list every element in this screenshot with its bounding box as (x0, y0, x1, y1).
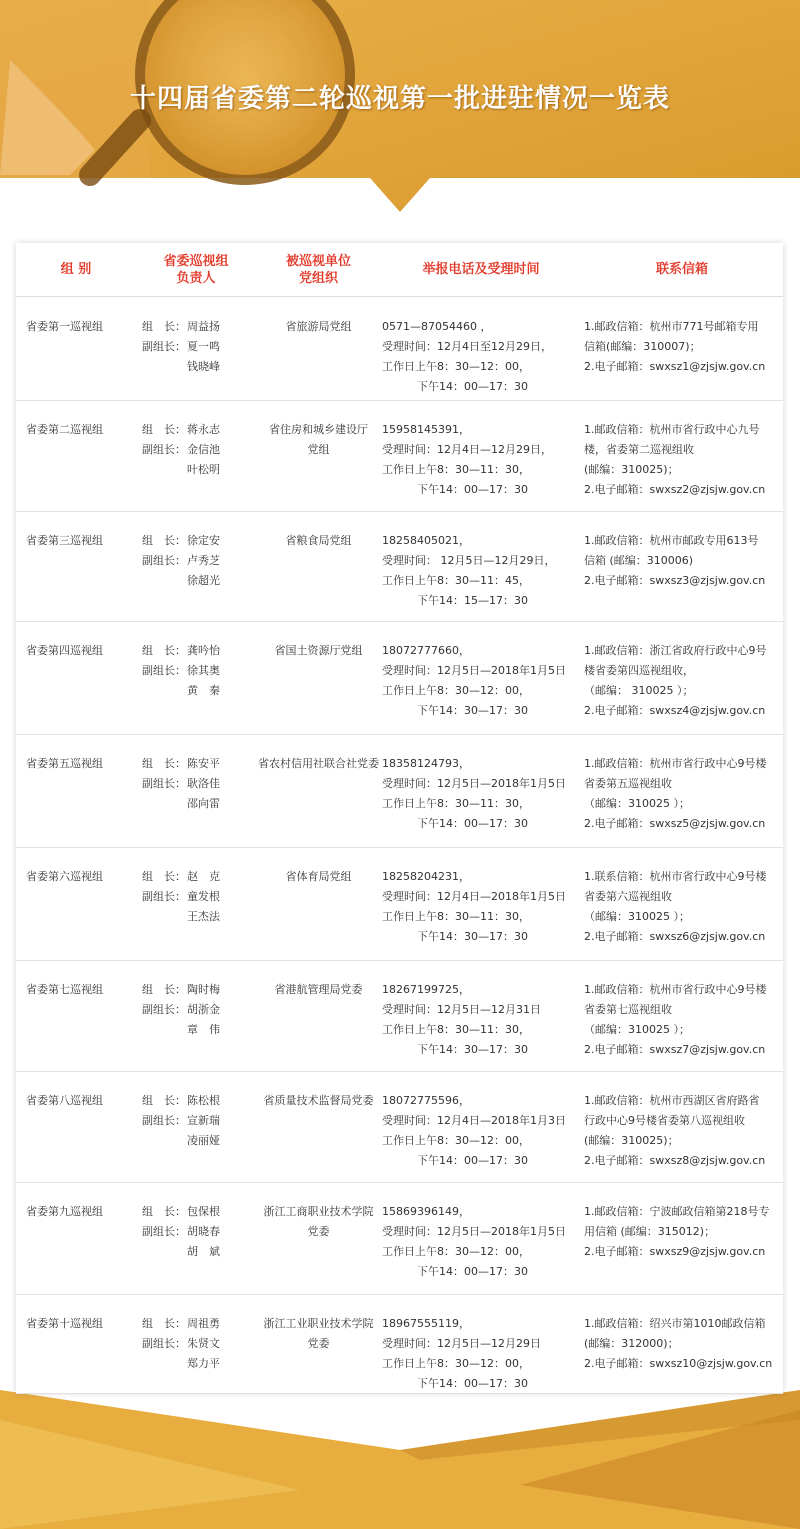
tel-cell (382, 641, 582, 721)
unit-line: 省质量技术监督局党委 (263, 1094, 374, 1107)
tel-line: 工作日上午8：30—12：00， (382, 1245, 530, 1258)
mail-line: 楼省委第四巡视组收， (584, 664, 694, 677)
leader-cell (136, 754, 256, 814)
leader-name: 周祖勇 (187, 1317, 220, 1330)
tel-line: 下午14：00—17：30 (417, 380, 528, 393)
leader-label: 组 长： (142, 320, 186, 333)
leader-label: 组 长： (142, 423, 186, 436)
group-name: 省委第二巡视组 (26, 423, 103, 436)
group-name: 省委第一巡视组 (26, 320, 103, 333)
deputy-name: 凌丽娅 (187, 1134, 220, 1147)
tel-line: 受理时间：12月4日至12月29日， (382, 340, 552, 353)
mail-line: 信箱(邮编：310007)； (584, 340, 701, 353)
tel-line: 下午14：00—17：30 (417, 1265, 528, 1278)
tel-line: 18967555119， (382, 1317, 470, 1330)
mail-cell (584, 420, 784, 500)
mail-cell (584, 1202, 784, 1262)
leader-cell (136, 531, 256, 591)
header-tel: 举报电话及受理时间 (422, 262, 540, 277)
deputy-label: 副组长： (142, 777, 186, 790)
tel-line: 下午14：00—17：30 (417, 483, 528, 496)
mail-cell (584, 317, 784, 377)
group-name: 省委第三巡视组 (26, 534, 103, 547)
tel-line: 下午14：00—17：30 (417, 817, 528, 830)
mail-line: 1.邮政信箱：杭州市省行政中心9号楼 (584, 757, 767, 770)
tel-line: 受理时间：12月4日—2018年1月5日 (382, 890, 566, 903)
unit-cell (256, 980, 381, 1000)
tel-cell (382, 867, 582, 947)
mail-line: 2.电子邮箱：swxsz10@zjsjw.gov.cn (584, 1357, 773, 1370)
table-row (16, 511, 783, 622)
unit-line: 省港航管理局党委 (274, 983, 363, 996)
mail-cell (584, 754, 784, 834)
tel-line: 工作日上午8：30—12：00， (382, 1357, 530, 1370)
tel-line: 受理时间：12月5日—12月31日 (382, 1003, 541, 1016)
mail-line: 2.电子邮箱：swxsz9@zjsjw.gov.cn (584, 1245, 766, 1258)
mail-line: 1.邮政信箱：杭州市771号邮箱专用 (584, 320, 759, 333)
tel-cell (382, 980, 582, 1060)
leader-label: 组 长： (142, 870, 186, 883)
table-row (16, 960, 783, 1072)
tel-line: 下午14：30—17：30 (417, 930, 528, 943)
tel-line: 工作日上午8：30—11：45， (382, 574, 530, 587)
leader-label: 组 长： (142, 983, 186, 996)
unit-cell (256, 317, 381, 337)
header-unit-line1: 被巡视单位 (285, 253, 351, 269)
tel-line: 工作日上午8：30—11：30， (382, 1023, 530, 1036)
unit-cell (256, 1314, 381, 1354)
mail-line: 行政中心9号楼省委第八巡视组收 (584, 1114, 745, 1127)
mail-line: 省委第五巡视组收 (584, 777, 672, 790)
mail-line: (邮编：312000)； (584, 1337, 679, 1350)
unit-line: 浙江工商职业技术学院 (263, 1205, 374, 1218)
mail-line: (邮编：310025)； (584, 463, 679, 476)
mail-line: 1.邮政信箱：浙江省政府行政中心9号 (584, 644, 767, 657)
unit-cell (256, 867, 381, 887)
deputy-name: 邵向雷 (187, 797, 220, 810)
mail-line: 1.邮政信箱：绍兴市第1010邮政信箱 (584, 1317, 766, 1330)
tel-cell (382, 531, 582, 611)
leader-cell (136, 1202, 256, 1262)
deputy-label: 副组长： (142, 1337, 186, 1350)
tel-line: 工作日上午8：30—12：00， (382, 1134, 530, 1147)
deputy-name: 胡晓春 (187, 1225, 220, 1238)
leader-name: 陈松根 (187, 1094, 220, 1107)
unit-cell (256, 1091, 381, 1111)
leader-name: 陈安平 (187, 757, 220, 770)
deputy-name: 夏一鸣 (187, 340, 220, 353)
tel-line: 18072777660， (382, 644, 470, 657)
tel-line: 18358124793， (382, 757, 470, 770)
table-header (16, 243, 783, 297)
tel-cell (382, 420, 582, 500)
mail-line: 2.电子邮箱：swxsz4@zjsjw.gov.cn (584, 704, 766, 717)
tel-line: 0571—87054460 ， (382, 320, 492, 333)
footer-band (0, 1380, 800, 1529)
tel-line: 工作日上午8：30—11：30， (382, 910, 530, 923)
mail-line: 楼，省委第二巡视组收 (584, 443, 694, 456)
leader-label: 组 长： (142, 534, 186, 547)
unit-cell (256, 641, 381, 661)
mail-line: 2.电子邮箱：swxsz1@zjsjw.gov.cn (584, 360, 766, 373)
deputy-name: 金信池 (187, 443, 220, 456)
leader-cell (136, 980, 256, 1040)
mail-line: 1.邮政信箱：杭州市省行政中心9号楼 (584, 983, 767, 996)
mail-line: 2.电子邮箱：swxsz5@zjsjw.gov.cn (584, 817, 766, 830)
leader-name: 周益扬 (187, 320, 220, 333)
unit-line: 省国土资源厅党组 (274, 644, 363, 657)
tel-line: 受理时间：12月5日—12月29日 (382, 1337, 541, 1350)
group-name: 省委第八巡视组 (26, 1094, 103, 1107)
leader-name: 徐定安 (187, 534, 220, 547)
group-name: 省委第十巡视组 (26, 1317, 103, 1330)
mail-line: 2.电子邮箱：swxsz6@zjsjw.gov.cn (584, 930, 766, 943)
leader-cell (136, 420, 256, 480)
mail-line: 2.电子邮箱：swxsz2@zjsjw.gov.cn (584, 483, 766, 496)
unit-cell (256, 754, 381, 774)
deputy-label: 副组长： (142, 1003, 186, 1016)
unit-cell (256, 420, 381, 460)
unit-line: 省粮食局党组 (285, 534, 352, 547)
deputy-label: 副组长： (142, 890, 186, 903)
leader-label: 组 长： (142, 757, 186, 770)
leader-cell (136, 1091, 256, 1151)
table-row (16, 1071, 783, 1183)
tel-cell (382, 1091, 582, 1171)
deputy-name: 宣新瑞 (187, 1114, 220, 1127)
tel-line: 工作日上午8：30—12：00， (382, 684, 530, 697)
group-name: 省委第九巡视组 (26, 1205, 103, 1218)
deputy-label: 副组长： (142, 554, 186, 567)
mail-line: 1.邮政信箱：杭州市省行政中心九号 (584, 423, 760, 436)
leader-label: 组 长： (142, 1205, 186, 1218)
deputy-name: 徐超光 (187, 574, 220, 587)
deputy-name: 郑力平 (187, 1357, 220, 1370)
mail-line: 2.电子邮箱：swxsz3@zjsjw.gov.cn (584, 574, 766, 587)
mail-line: 省委第六巡视组收 (584, 890, 672, 903)
mail-cell (584, 641, 784, 721)
table-row (16, 1182, 783, 1295)
deputy-name: 章 伟 (187, 1023, 220, 1036)
leader-label: 组 长： (142, 644, 186, 657)
unit-cell (256, 1202, 381, 1242)
deputy-name: 徐其奥 (187, 664, 220, 677)
leader-cell (136, 867, 256, 927)
deputy-name: 王杰法 (187, 910, 220, 923)
header-leader-line1: 省委巡视组 (163, 253, 229, 269)
tel-line: 工作日上午8：30—11：30， (382, 797, 530, 810)
unit-line: 党组 (307, 443, 330, 456)
mail-cell (584, 980, 784, 1060)
mail-line: 2.电子邮箱：swxsz8@zjsjw.gov.cn (584, 1154, 766, 1167)
mail-line: （邮编： 310025 ）； (584, 684, 694, 697)
deputy-label: 副组长： (142, 340, 186, 353)
leader-name: 陶时梅 (187, 983, 220, 996)
unit-line: 省住房和城乡建设厅 (269, 423, 368, 436)
mail-cell (584, 1091, 784, 1171)
mail-line: 省委第七巡视组收 (584, 1003, 672, 1016)
tel-line: 受理时间：12月5日—2018年1月5日 (382, 1225, 566, 1238)
tel-line: 下午14：00—17：30 (417, 1154, 528, 1167)
leader-label: 组 长： (142, 1317, 186, 1330)
mail-line: （邮编：310025 ）； (584, 797, 690, 810)
tel-line: 工作日上午8：30—12：00， (382, 360, 530, 373)
leader-name: 包保根 (187, 1205, 220, 1218)
deputy-name: 钱晓峰 (187, 360, 220, 373)
tel-line: 受理时间：12月4日—2018年1月3日 (382, 1114, 566, 1127)
unit-cell (256, 531, 381, 551)
tel-line: 15869396149， (382, 1205, 470, 1218)
table-row (16, 1294, 783, 1394)
group-name: 省委第七巡视组 (26, 983, 103, 996)
group-name: 省委第六巡视组 (26, 870, 103, 883)
tel-line: 下午14：30—17：30 (417, 1043, 528, 1056)
mail-line: 1.邮政信箱：杭州市西湖区省府路省 (584, 1094, 760, 1107)
mail-cell (584, 867, 784, 947)
mail-line: 用信箱 (邮编：315012)； (584, 1225, 716, 1238)
unit-line: 省农村信用社联合社党委 (258, 757, 379, 770)
mail-line: 2.电子邮箱：swxsz7@zjsjw.gov.cn (584, 1043, 766, 1056)
unit-line: 省旅游局党组 (285, 320, 352, 333)
header-unit-line2: 党组织 (298, 270, 338, 286)
header-group: 组 别 (60, 262, 92, 277)
page-title: 十四届省委第二轮巡视第一批进驻情况一览表 (129, 84, 670, 114)
tel-line: 工作日上午8：30—11：30， (382, 463, 530, 476)
mail-cell (584, 1314, 784, 1374)
mail-line: 1.邮政信箱：宁波邮政信箱第218号专 (584, 1205, 770, 1218)
table-row (16, 400, 783, 512)
deputy-name: 叶松明 (187, 463, 220, 476)
group-name: 省委第五巡视组 (26, 757, 103, 770)
table-row (16, 297, 783, 401)
mail-line: （邮编：310025 ）； (584, 1023, 690, 1036)
tel-cell (382, 1314, 582, 1394)
mail-line: 信箱 (邮编：310006) (584, 554, 694, 567)
tel-line: 下午14：15—17：30 (417, 594, 528, 607)
tel-cell (382, 754, 582, 834)
deputy-label: 副组长： (142, 1114, 186, 1127)
tel-line: 受理时间：12月5日—2018年1月5日 (382, 664, 566, 677)
deputy-name: 黄 秦 (187, 684, 220, 697)
deputy-name: 耿洛佳 (187, 777, 220, 790)
deputy-name: 胡浙金 (187, 1003, 220, 1016)
header-leader (136, 243, 256, 296)
tel-line: 受理时间：12月5日—2018年1月5日 (382, 777, 566, 790)
info-table (16, 243, 783, 1393)
mail-line: (邮编：310025)； (584, 1134, 679, 1147)
tel-cell (382, 1202, 582, 1282)
unit-line: 党委 (307, 1337, 330, 1350)
header-mail: 联系信箱 (655, 262, 708, 277)
table-row (16, 621, 783, 735)
deputy-name: 卢秀芝 (187, 554, 220, 567)
unit-line: 党委 (307, 1225, 330, 1238)
leader-cell (136, 1314, 256, 1374)
deputy-label: 副组长： (142, 443, 186, 456)
leader-label: 组 长： (142, 1094, 186, 1107)
leader-cell (136, 641, 256, 701)
mail-line: （邮编：310025 ）； (584, 910, 690, 923)
deputy-name: 胡 斌 (187, 1245, 220, 1258)
tel-line: 受理时间： 12月5日—12月29日， (382, 554, 556, 567)
deputy-label: 副组长： (142, 664, 186, 677)
leader-name: 龚吟怡 (187, 644, 220, 657)
mail-line: 1.邮政信箱：杭州市邮政专用613号 (584, 534, 759, 547)
header-leader-line2: 负责人 (176, 270, 216, 286)
mail-line: 1.联系信箱：杭州市省行政中心9号楼 (584, 870, 767, 883)
tel-cell (382, 317, 582, 397)
leader-cell (136, 317, 256, 377)
group-name: 省委第四巡视组 (26, 644, 103, 657)
tel-line: 18267199725， (382, 983, 470, 996)
deputy-name: 童发根 (187, 890, 220, 903)
tel-line: 受理时间：12月4日—12月29日， (382, 443, 552, 456)
leader-name: 赵 克 (187, 870, 220, 883)
tel-line: 18072775596， (382, 1094, 470, 1107)
tel-line: 下午14：30—17：30 (417, 704, 528, 717)
deputy-label: 副组长： (142, 1225, 186, 1238)
unit-line: 浙江工业职业技术学院 (263, 1317, 374, 1330)
header-unit (256, 243, 381, 296)
mail-cell (584, 531, 784, 591)
table-row (16, 847, 783, 961)
tel-line: 18258204231， (382, 870, 470, 883)
tel-line: 下午14：00—17：30 (417, 1377, 528, 1390)
tel-line: 18258405021， (382, 534, 470, 547)
unit-line: 省体育局党组 (285, 870, 352, 883)
leader-name: 蒋永志 (187, 423, 220, 436)
tel-line: 15958145391， (382, 423, 470, 436)
deputy-name: 朱贤文 (187, 1337, 220, 1350)
table-row (16, 734, 783, 848)
